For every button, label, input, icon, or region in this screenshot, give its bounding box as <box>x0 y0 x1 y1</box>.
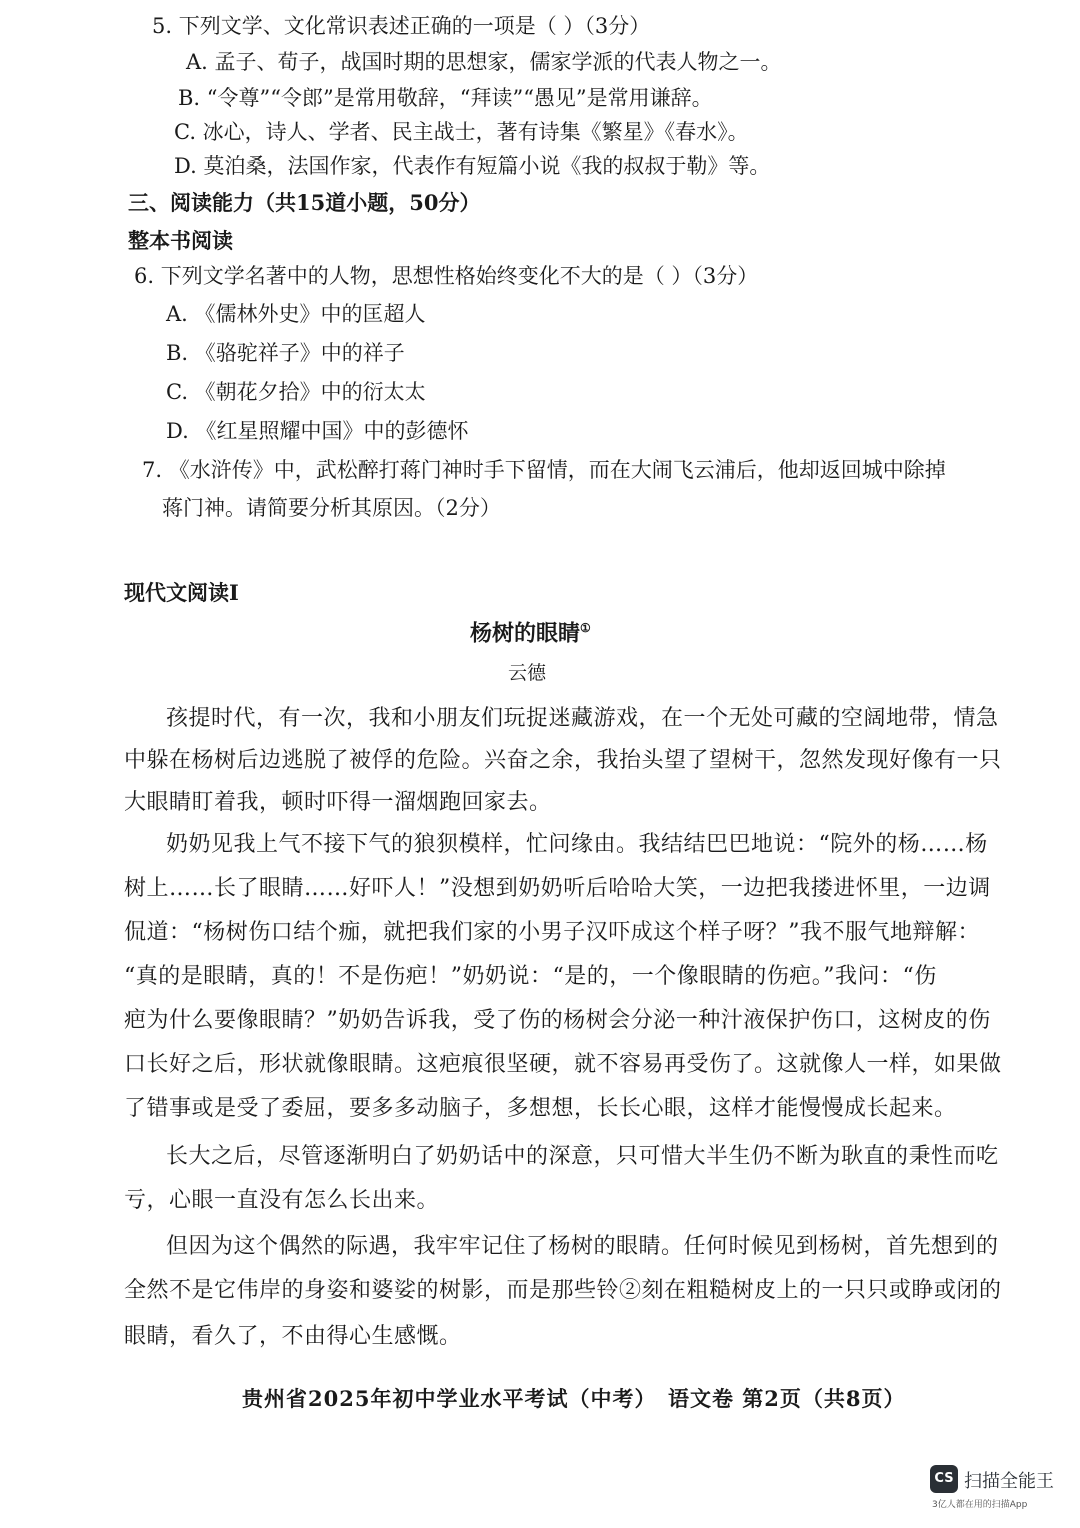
paragraph-4-line-3: 眼睛，看久了，不由得心生感慨。 <box>124 1324 462 1349</box>
passage-title-text: 杨树的眼睛 <box>470 620 581 647</box>
scanner-watermark <box>930 1463 1060 1513</box>
paragraph-2-line-1: 奶奶见我上气不接下气的狼狈模样，忙问缘由。我结结巴巴地说：“院外的杨……杨 <box>166 832 988 857</box>
paragraph-2-line-6: 口长好之后，形状就像眼睛。这疤痕很坚硬，就不容易再受伤了。这就像人一样，如果做 <box>124 1052 1002 1077</box>
section-subheading: 整本书阅读 <box>128 228 233 253</box>
q6-option-b: B. 《骆驼祥子》中的祥子 <box>166 341 405 365</box>
paragraph-1-line-3: 大眼睛盯着我，顿时吓得一溜烟跑回家去。 <box>124 790 552 815</box>
q5-option-a: A. 孟子、荀子，战国时期的思想家，儒家学派的代表人物之一。 <box>186 50 782 74</box>
page-footer: 贵州省2025年初中学业水平考试（中考） 语文卷 第2页（共8页） <box>242 1386 906 1411</box>
camscanner-logo-icon: CS <box>930 1465 958 1493</box>
q5-stem: 5. 下列文学、文化常识表述正确的一项是（ ）（3分） <box>152 14 651 38</box>
paragraph-1-line-1: 孩提时代，有一次，我和小朋友们玩捉迷藏游戏，在一个无处可藏的空阔地带，情急 <box>166 706 999 731</box>
q7-line-1: 7. 《水浒传》中，武松醉打蒋门神时手下留情，而在大闹飞云浦后，他却返回城中除掉 <box>142 458 946 482</box>
q6-stem: 6. 下列文学名著中的人物，思想性格始终变化不大的是（ ）（3分） <box>134 264 759 288</box>
q7-line-2: 蒋门神。请简要分析其原因。（2分） <box>162 496 501 520</box>
passage-title <box>470 620 591 647</box>
watermark-app-name: 扫描全能王 <box>964 1471 1054 1492</box>
q6-option-a: A. 《儒林外史》中的匡超人 <box>166 302 426 326</box>
paragraph-3-line-2: 亏，心眼一直没有怎么长出来。 <box>124 1188 440 1213</box>
paragraph-3-line-1: 长大之后，尽管逐渐明白了奶奶话中的深意，只可惜大半生仍不断为耿直的秉性而吃 <box>166 1144 999 1169</box>
q5-option-d: D. 莫泊桑，法国作家，代表作有短篇小说《我的叔叔于勒》等。 <box>174 154 771 178</box>
q5-option-b: B. “令尊”“令郎”是常用敬辞，“拜读”“愚见”是常用谦辞。 <box>178 86 713 110</box>
paragraph-2-line-7: 了错事或是受了委屈，要多多动脑子，多想想，长长心眼，这样才能慢慢成长起来。 <box>124 1096 957 1121</box>
paragraph-2-line-2: 树上……长了眼睛……好吓人！”没想到奶奶听后哈哈大笑，一边把我搂进怀里，一边调 <box>124 876 991 901</box>
paragraph-2-line-3: 侃道：“杨树伤口结个痂，就把我们家的小男子汉吓成这个样子呀？”我不服气地辩解： <box>124 920 980 945</box>
paragraph-4-line-2: 全然不是它伟岸的身姿和婆娑的树影，而是那些铃②刻在粗糙树皮上的一只只或睁或闭的 <box>124 1278 1002 1303</box>
section-heading: 三、阅读能力（共15道小题，50分） <box>128 190 481 215</box>
paragraph-1-line-2: 中躲在杨树后边逃脱了被俘的危险。兴奋之余，我抬头望了望树干，忽然发现好像有一只 <box>124 748 1002 773</box>
paragraph-2-line-5: 疤为什么要像眼睛？”奶奶告诉我，受了伤的杨树会分泌一种汁液保护伤口，这树皮的伤 <box>124 1008 991 1033</box>
watermark-tagline: 3亿人都在用的扫描App <box>932 1500 1028 1510</box>
passage-title-note: ① <box>580 621 591 635</box>
q5-option-c: C. 冰心，诗人、学者、民主战士，著有诗集《繁星》《春水》。 <box>174 120 749 144</box>
paragraph-4-line-1: 但因为这个偶然的际遇，我牢牢记住了杨树的眼睛。任何时候见到杨树，首先想到的 <box>166 1234 999 1259</box>
passage-author: 云德 <box>508 662 547 684</box>
q6-option-c: C. 《朝花夕拾》中的衍太太 <box>166 380 426 404</box>
paragraph-2-line-4: “真的是眼睛，真的！不是伤疤！”奶奶说：“是的，一个像眼睛的伤疤。”我问：“伤 <box>124 964 937 989</box>
reading-heading: 现代文阅读Ⅰ <box>124 580 239 605</box>
q6-option-d: D. 《红星照耀中国》中的彭德怀 <box>166 419 469 443</box>
